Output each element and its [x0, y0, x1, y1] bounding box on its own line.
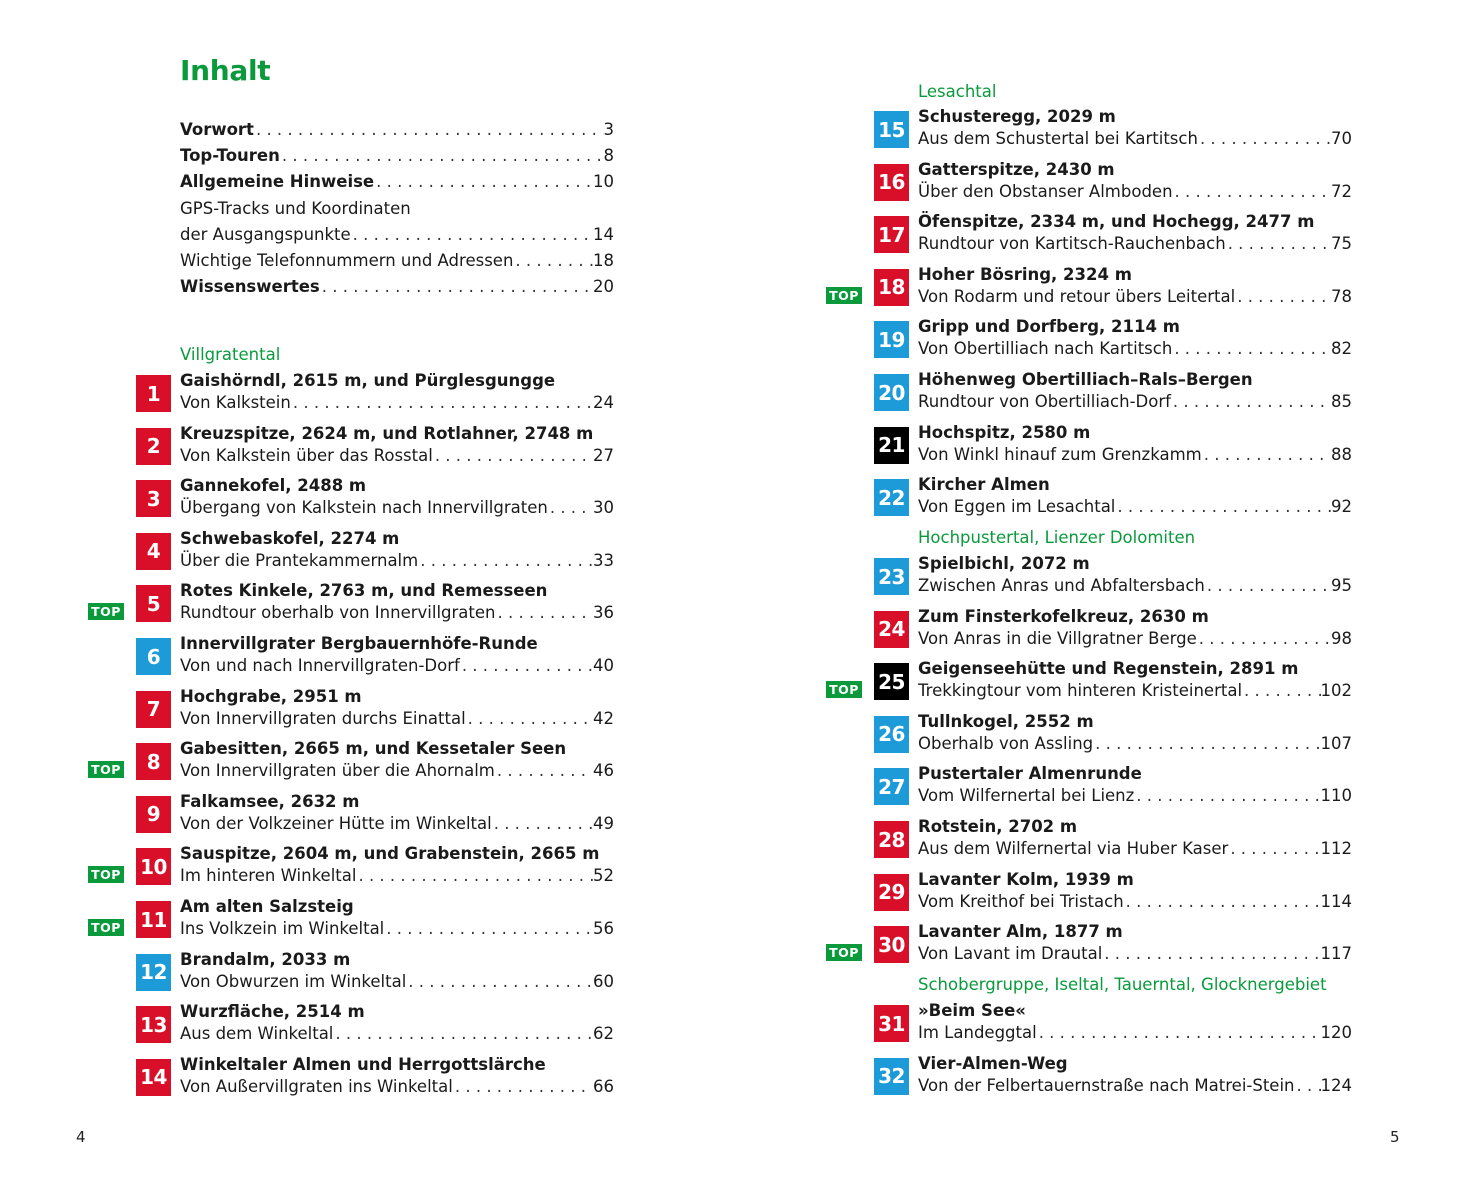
- toc-page-number: 92: [1331, 497, 1352, 517]
- tour-entry: [738, 317, 1358, 368]
- section-heading-villgratental: Villgratental: [180, 345, 281, 364]
- tour-entry: [0, 423, 620, 475]
- tour-title: Lavanter Alm, 1877 m: [918, 922, 1123, 942]
- tour-title: Öfenspitze, 2334 m, und Hochegg, 2477 m: [918, 212, 1315, 232]
- toc-page-number: 62: [593, 1024, 614, 1044]
- intro-list: [180, 117, 614, 300]
- toc-page-number: 112: [1320, 839, 1352, 858]
- tour-number-badge: 15: [874, 111, 909, 148]
- dot-leader: [1172, 336, 1331, 362]
- tour-title: Schusteregg, 2029 m: [918, 107, 1116, 126]
- tour-number-badge: 20: [874, 374, 909, 411]
- toc-label: Vom Wilfernertal bei Lienz: [918, 786, 1135, 806]
- tour-title: Kircher Almen: [918, 475, 1050, 495]
- toc-label: Vom Kreithof bei Tristach: [918, 891, 1124, 911]
- tour-subtitle-line: [918, 889, 1352, 915]
- tour-number-badge: 28: [874, 821, 909, 858]
- dot-leader: [351, 222, 593, 248]
- dot-leader: [513, 248, 593, 274]
- toc-page-number: 27: [593, 445, 614, 465]
- dot-leader: [1226, 231, 1331, 257]
- tour-subtitle-line: [918, 1020, 1352, 1046]
- intro-line: [180, 143, 614, 169]
- dot-leader: [466, 706, 593, 732]
- dot-leader: [374, 169, 593, 195]
- tour-entry: [738, 817, 1358, 868]
- tour-entry: [738, 107, 1358, 158]
- right-page: [738, 0, 1477, 1182]
- tour-entry: [0, 844, 620, 895]
- intro-line: [180, 222, 614, 248]
- tour-entry: [738, 922, 1358, 973]
- toc-page-number: 60: [593, 971, 614, 991]
- tour-title: Rotes Kinkele, 2763 m, und Remesseen: [180, 581, 548, 601]
- toc-label: Von Eggen im Lesachtal: [918, 497, 1116, 517]
- tour-entry: [0, 1054, 620, 1106]
- toc-label: Von Lavant im Drautal: [918, 944, 1103, 964]
- dot-leader: [1115, 494, 1331, 520]
- tour-number-badge: 8: [136, 743, 171, 780]
- dot-leader: [1242, 678, 1320, 704]
- tour-subtitle-line: [180, 600, 614, 626]
- tour-subtitle-line: [918, 836, 1352, 862]
- tour-title: Zum Finsterkofelkreuz, 2630 m: [918, 606, 1209, 626]
- toc-label: GPS-Tracks und Koordinaten: [180, 198, 411, 218]
- toc-page-number: 14: [593, 224, 614, 244]
- tour-number-badge: 21: [874, 427, 909, 464]
- tour-title: Gaishörndl, 2615 m, und Pürglesgungge: [180, 371, 556, 390]
- toc-label: Aus dem Wilfernertal via Huber Kaser: [918, 839, 1229, 858]
- toc-page-number: 52: [593, 866, 614, 886]
- tour-number-badge: 31: [874, 1005, 909, 1042]
- tour-title: Spielbichl, 2072 m: [918, 554, 1090, 573]
- tour-subtitle-line: [180, 811, 614, 837]
- toc-label: Oberhalb von Assling: [918, 733, 1094, 753]
- tour-title: Schwebaskofel, 2274 m: [180, 528, 400, 548]
- tour-title: Wurzfläche, 2514 m: [180, 1002, 365, 1022]
- tour-subtitle-line: [180, 916, 614, 942]
- tour-entry: [0, 371, 620, 422]
- tour-entry: [738, 370, 1358, 421]
- toc-label: Wichtige Telefonnummern und Adressen: [180, 250, 514, 270]
- toc-label: Top-Touren: [180, 146, 280, 166]
- tour-entry: [0, 739, 620, 790]
- tour-number-badge: 30: [874, 926, 909, 963]
- tour-title: »Beim See«: [918, 1001, 1026, 1020]
- toc-label: Allgemeine Hinweise: [180, 172, 375, 192]
- tour-entry: [0, 528, 620, 580]
- toc-page-number: 56: [593, 919, 614, 938]
- tour-entry: [738, 869, 1358, 921]
- dot-leader: [1134, 783, 1320, 809]
- tour-title: Hochgrabe, 2951 m: [180, 686, 362, 706]
- dot-leader: [418, 548, 593, 574]
- tour-subtitle-line: [918, 1073, 1352, 1099]
- intro-line: [180, 274, 614, 300]
- tour-title: Rotstein, 2702 m: [918, 817, 1078, 836]
- top-badge: TOP: [88, 919, 124, 936]
- dot-leader: [1037, 1020, 1321, 1046]
- tour-entry: [0, 634, 620, 685]
- tour-number-badge: 1: [136, 375, 171, 412]
- tour-subtitle-line: [918, 573, 1352, 599]
- toc-page-number: 18: [593, 250, 614, 270]
- tour-title: Geigenseehütte und Regenstein, 2891 m: [918, 659, 1299, 679]
- tour-entry: [738, 1053, 1358, 1105]
- dot-leader: [333, 1021, 593, 1047]
- dot-leader: [548, 495, 593, 521]
- tour-subtitle-line: [180, 495, 614, 521]
- tour-subtitle-line: [180, 443, 614, 469]
- dot-leader: [1197, 626, 1331, 652]
- tour-number-badge: 26: [874, 716, 909, 753]
- dot-leader: [356, 863, 593, 889]
- intro-line: [180, 169, 614, 195]
- tour-entry: [738, 422, 1358, 474]
- toc-label: Rundtour von Kartitsch-Rauchenbach: [918, 234, 1226, 254]
- toc-page-number: 8: [603, 146, 614, 166]
- tour-title: Brandalm, 2033 m: [180, 949, 351, 969]
- dot-leader: [1173, 179, 1331, 205]
- tour-number-badge: 18: [874, 269, 909, 306]
- toc-page-number: 95: [1331, 576, 1352, 595]
- tour-title: Höhenweg Obertilliach–Rals–Bergen: [918, 370, 1253, 389]
- tour-title: Falkamsee, 2632 m: [180, 791, 360, 811]
- top-badge: TOP: [826, 287, 862, 304]
- tour-subtitle-line: [918, 336, 1352, 362]
- tour-subtitle-line: [918, 284, 1352, 310]
- toc-page-number: 10: [593, 172, 614, 192]
- dot-leader: [1198, 126, 1331, 152]
- toc-page-number: 75: [1331, 234, 1352, 254]
- tour-title: Gripp und Dorfberg, 2114 m: [918, 317, 1180, 337]
- tour-entry: [0, 791, 620, 843]
- toc-label: Rundtour von Obertilliach-Dorf: [918, 392, 1171, 411]
- tour-number-badge: 5: [136, 585, 171, 622]
- dot-leader: [460, 653, 593, 679]
- tour-title: Kreuzspitze, 2624 m, und Rotlahner, 2748 m: [180, 423, 594, 443]
- dot-leader: [1124, 889, 1321, 915]
- toc-page-number: 102: [1320, 681, 1352, 701]
- toc-page-number: 85: [1331, 392, 1352, 411]
- toc-label: Aus dem Winkeltal: [180, 1024, 334, 1044]
- top-badge: TOP: [88, 603, 124, 620]
- toc-page-number: 33: [593, 550, 614, 570]
- toc-label: Über den Obstanser Almboden: [918, 181, 1173, 201]
- dot-leader: [1228, 836, 1320, 862]
- tour-number-badge: 25: [874, 663, 909, 700]
- dot-leader: [495, 758, 593, 784]
- dot-leader: [384, 916, 593, 942]
- tour-title: Hoher Bösring, 2324 m: [918, 264, 1132, 284]
- dot-leader: [1205, 573, 1331, 599]
- tour-number-badge: 24: [874, 611, 909, 648]
- tour-entry: [738, 475, 1358, 526]
- tour-title: Winkeltaler Almen und Herrgottslärche: [180, 1054, 546, 1074]
- toc-label: Von Anras in die Villgratner Berge: [918, 628, 1197, 648]
- tour-entry: [738, 606, 1358, 658]
- tour-subtitle-line: [918, 442, 1352, 468]
- toc-page-number: 3: [603, 120, 614, 139]
- toc-page-number: 40: [593, 656, 614, 675]
- tour-number-badge: 10: [136, 848, 171, 885]
- tour-number-badge: 11: [136, 901, 171, 938]
- tour-entry: [0, 1002, 620, 1053]
- tour-number-badge: 9: [136, 796, 171, 833]
- tour-subtitle-line: [180, 390, 614, 416]
- dot-leader: [1102, 941, 1320, 967]
- tour-title: Hochspitz, 2580 m: [918, 422, 1091, 442]
- top-badge: TOP: [826, 944, 862, 961]
- toc-page-number: 20: [593, 277, 614, 297]
- tour-entry: [738, 264, 1358, 316]
- dot-leader: [280, 143, 604, 169]
- tour-entry: [738, 554, 1358, 605]
- toc-page-number: 49: [593, 813, 614, 833]
- tour-number-badge: 2: [136, 428, 171, 465]
- tour-subtitle-line: [180, 758, 614, 784]
- tour-number-badge: 29: [874, 874, 909, 911]
- toc-label: der Ausgangspunkte: [180, 224, 351, 244]
- tour-subtitle-line: [918, 231, 1352, 257]
- toc-label: Von Obwurzen im Winkeltal: [180, 971, 407, 991]
- tour-subtitle-line: [918, 179, 1352, 205]
- toc-label: Im Landeggtal: [918, 1023, 1037, 1042]
- tour-title: Innervillgrater Bergbauernhöfe-Runde: [180, 634, 538, 653]
- dot-leader: [1295, 1073, 1321, 1099]
- tour-entry: [0, 476, 620, 527]
- toc-label: Rundtour oberhalb von Innervillgraten: [180, 603, 496, 623]
- toc-page-number: 42: [593, 708, 614, 728]
- tour-number-badge: 6: [136, 638, 171, 675]
- toc-page-number: 88: [1331, 444, 1352, 464]
- tour-number-badge: 23: [874, 558, 909, 595]
- toc-label: Trekkingtour vom hinteren Kristeinertal: [918, 681, 1243, 701]
- tour-entry: [738, 764, 1358, 815]
- toc-label: Ins Volkzein im Winkeltal: [180, 919, 385, 938]
- toc-label: Von Außervillgraten ins Winkeltal: [180, 1076, 453, 1096]
- toc-label: Wissenswertes: [180, 277, 320, 297]
- tour-title: Lavanter Kolm, 1939 m: [918, 869, 1134, 889]
- tour-number-badge: 32: [874, 1058, 909, 1095]
- top-badge: TOP: [826, 681, 862, 698]
- tour-entry: [0, 686, 620, 738]
- toc-page-number: 98: [1331, 628, 1352, 648]
- tour-number-badge: 13: [136, 1006, 171, 1043]
- toc-page-number: 78: [1331, 286, 1352, 306]
- toc-page-number: 117: [1320, 944, 1352, 964]
- toc-page-number: 124: [1320, 1075, 1352, 1095]
- toc-page-number: 72: [1331, 181, 1352, 201]
- tour-number-badge: 16: [874, 164, 909, 201]
- tour-number-badge: 14: [136, 1059, 171, 1096]
- tour-subtitle-line: [180, 863, 614, 889]
- toc-label: Von Innervillgraten über die Ahornalm: [180, 761, 495, 781]
- toc-page-number: 30: [593, 498, 614, 518]
- tour-title: Gannekofel, 2488 m: [180, 476, 367, 496]
- top-badge: TOP: [88, 866, 124, 883]
- dot-leader: [406, 969, 593, 995]
- toc-page-number: 46: [593, 761, 614, 781]
- dot-leader: [496, 600, 594, 626]
- tour-subtitle-line: [918, 626, 1352, 652]
- tour-subtitle-line: [918, 731, 1352, 757]
- tour-subtitle-line: [180, 969, 614, 995]
- toc-label: Von Winkl hinauf zum Grenzkamm: [918, 444, 1202, 464]
- page-title: Inhalt: [180, 54, 271, 87]
- tour-title: Am alten Salzsteig: [180, 897, 354, 916]
- toc-label: Von Rodarm und retour übers Leitertal: [918, 286, 1236, 306]
- toc-page-number: 82: [1331, 339, 1352, 359]
- dot-leader: [492, 811, 593, 837]
- intro-line: [180, 248, 614, 274]
- tour-subtitle-line: [180, 1021, 614, 1047]
- toc-page-number: 24: [593, 393, 614, 412]
- tour-number-badge: 12: [136, 954, 171, 991]
- tour-subtitle-line: [918, 494, 1352, 520]
- toc-label: Aus dem Schustertal bei Kartitsch: [918, 129, 1198, 148]
- dot-leader: [1202, 442, 1331, 468]
- tour-number-badge: 7: [136, 691, 171, 728]
- tour-entry: [738, 1001, 1358, 1052]
- intro-line: [180, 196, 614, 222]
- tour-number-badge: 4: [136, 533, 171, 570]
- tour-entry: [0, 897, 620, 948]
- tour-entry: [738, 159, 1358, 211]
- toc-label: Von Obertilliach nach Kartitsch: [918, 339, 1173, 359]
- tour-entry: [738, 711, 1358, 763]
- dot-leader: [254, 117, 604, 143]
- toc-label: Vorwort: [180, 120, 254, 139]
- tour-subtitle-line: [180, 548, 614, 574]
- toc-label: Von der Felbertauernstraße nach Matrei-Stein: [918, 1075, 1295, 1095]
- dot-leader: [433, 443, 593, 469]
- toc-label: Von Innervillgraten durchs Einattal: [180, 708, 466, 728]
- tour-entry: [0, 581, 620, 632]
- top-badge: TOP: [88, 761, 124, 778]
- dot-leader: [1235, 284, 1331, 310]
- tour-entry: [0, 949, 620, 1001]
- toc-page-number: 114: [1320, 891, 1352, 911]
- tour-title: Gatterspitze, 2430 m: [918, 159, 1115, 179]
- tour-subtitle-line: [180, 653, 614, 679]
- toc-label: Von Kalkstein: [180, 393, 291, 412]
- dot-leader: [320, 274, 593, 300]
- tour-number-badge: 17: [874, 216, 909, 253]
- tour-number-badge: 27: [874, 768, 909, 805]
- tour-subtitle-line: [918, 941, 1352, 967]
- section-heading-hochpustertal: Hochpustertal, Lienzer Dolomiten: [918, 528, 1196, 547]
- toc-page-number: 66: [593, 1076, 614, 1096]
- toc-label: Zwischen Anras und Abfaltersbach: [918, 576, 1205, 595]
- toc-label: Von Kalkstein über das Rosstal: [180, 445, 433, 465]
- tour-title: Vier-Almen-Weg: [918, 1053, 1068, 1073]
- tour-subtitle-line: [918, 678, 1352, 704]
- tour-title: Gabesitten, 2665 m, und Kessetaler Seen: [180, 739, 567, 759]
- page-number-left: 4: [76, 1128, 86, 1146]
- toc-label: Übergang von Kalkstein nach Innervillgraten: [180, 498, 548, 518]
- toc-page-number: 70: [1331, 129, 1352, 148]
- tour-title: Tullnkogel, 2552 m: [918, 711, 1094, 731]
- tour-title: Sauspitze, 2604 m, und Grabenstein, 2665 m: [180, 844, 600, 864]
- toc-page-number: 107: [1320, 733, 1352, 753]
- toc-page-number: 120: [1320, 1023, 1352, 1042]
- tour-subtitle-line: [180, 1074, 614, 1100]
- section-heading-schobergruppe: Schobergruppe, Iseltal, Tauerntal, Glocknergebiet: [918, 975, 1327, 994]
- toc-label: Von der Volkzeiner Hütte im Winkeltal: [180, 813, 492, 833]
- tour-subtitle-line: [918, 783, 1352, 809]
- tour-entry: [738, 212, 1358, 263]
- toc-label: Von und nach Innervillgraten-Dorf: [180, 656, 460, 675]
- toc-label: Über die Prantekammernalm: [180, 550, 419, 570]
- tour-subtitle-line: [180, 706, 614, 732]
- page-number-right: 5: [1390, 1128, 1400, 1146]
- left-page: [0, 0, 738, 1182]
- tour-subtitle-line: [918, 126, 1352, 152]
- tour-number-badge: 19: [874, 321, 909, 358]
- dot-leader: [291, 390, 593, 416]
- dot-leader: [1171, 389, 1331, 415]
- tour-entry: [738, 659, 1358, 710]
- toc-page-number: 110: [1320, 786, 1352, 806]
- dot-leader: [453, 1074, 593, 1100]
- intro-line: [180, 117, 614, 143]
- tour-title: Pustertaler Almenrunde: [918, 764, 1142, 784]
- tour-number-badge: 22: [874, 479, 909, 516]
- tour-number-badge: 3: [136, 480, 171, 517]
- section-heading-lesachtal: Lesachtal: [918, 82, 997, 101]
- toc-label: Im hinteren Winkeltal: [180, 866, 357, 886]
- tour-subtitle-line: [918, 389, 1352, 415]
- dot-leader: [1093, 731, 1320, 757]
- toc-page-number: 36: [593, 603, 614, 623]
